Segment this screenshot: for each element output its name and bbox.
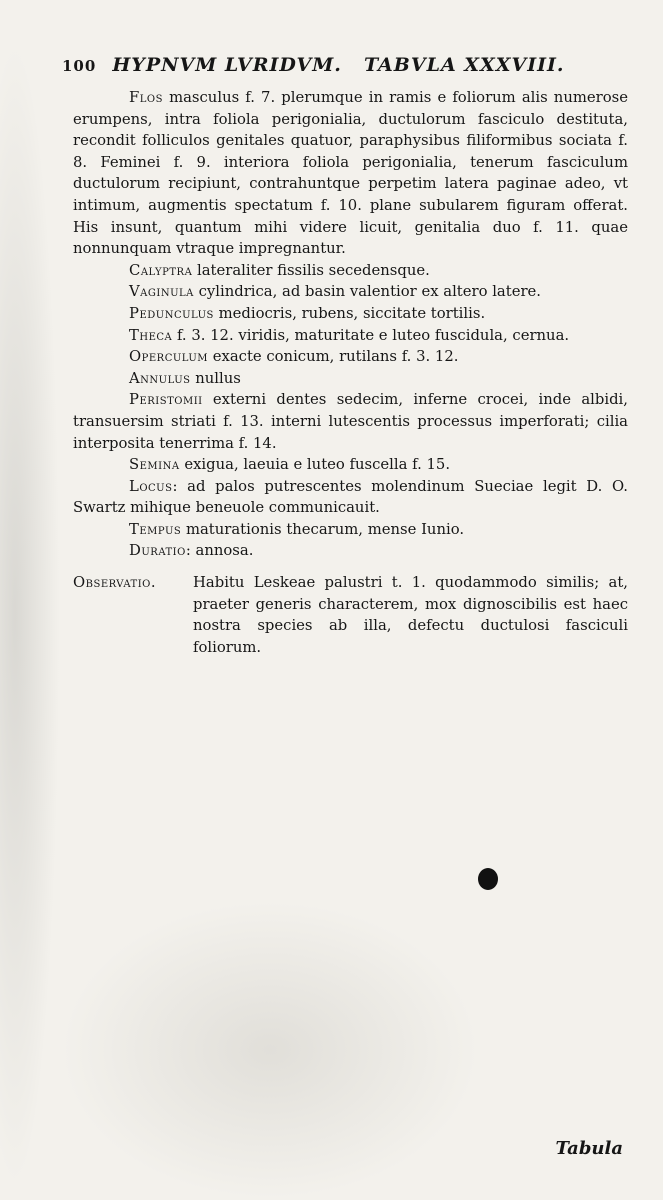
- entry-label: Vaginula: [129, 283, 194, 301]
- entry-peristomii: [73, 389, 628, 454]
- entry-annulus: [73, 368, 628, 390]
- entry-label: Annulus: [129, 369, 191, 387]
- entry-locus: [73, 476, 628, 519]
- observatio-block: [73, 572, 628, 658]
- entry-text: mediocris, rubens, siccitate tortilis.: [213, 304, 486, 322]
- entry-text: maturationis thecarum, mense Iunio.: [181, 520, 465, 538]
- entry-text: exacte conicum, rutilans f. 3. 12.: [208, 348, 459, 366]
- entry-semina: [73, 454, 628, 476]
- entry-text: f. 3. 12. viridis, maturitate e luteo fuscidula, cernua.: [172, 326, 570, 344]
- entry-text: nullus: [190, 369, 241, 387]
- entry-operculum: [73, 346, 628, 368]
- text-body: [73, 87, 628, 658]
- entry-text: lateraliter fissilis secedensque.: [192, 261, 430, 279]
- entry-text: : ad palos putrescentes molendinum Sueciae legit D. O. Swartz mihique beneuole communicauit.: [73, 477, 628, 517]
- show-through-reverse-text: [70, 790, 630, 1180]
- entry-text: cylindrica, ad basin valentior ex altero latere.: [193, 283, 541, 301]
- entry-label: Calyptra: [129, 261, 193, 279]
- intro-paragraph: [73, 87, 628, 260]
- entry-label: Duratio: [129, 542, 186, 560]
- catchword: Tabula: [555, 1138, 623, 1159]
- header-plate: TABVLA XXXVIII.: [363, 54, 565, 76]
- entry-label: Semina: [129, 456, 180, 474]
- running-header: [62, 54, 582, 76]
- intro-text: masculus f. 7. plerumque in ramis e foliorum alis numerose erumpens, intra foliola perigonialia, ductulorum fasciculo destituta, recondit folliculos genitales quatuor, paraphysibus filiformibus sociata f. 8. Feminei f. 9. interiora foliola perigonialia, tenerum fasciculum ductulorum recipiunt, contrahuntque perpetim latera paginae adeo, vt intimum, augmentis spectatum f. 10. plane subularem figuram offerat. His insunt, quantum mihi videre licuit, genitalia duo f. 11. quae nonnunquam vtraque impregnantur.: [73, 89, 628, 258]
- entry-label: Peristomii: [129, 391, 203, 409]
- header-title: HYPNVM LVRIDVM.: [112, 54, 342, 76]
- entry-calyptra: [73, 260, 628, 282]
- entry-label: Locus: [129, 477, 173, 495]
- entry-label: Operculum: [129, 348, 209, 366]
- entry-vaginula: [73, 281, 628, 303]
- entry-label: Tempus: [129, 520, 182, 538]
- entry-label: Pedunculus: [129, 304, 214, 322]
- entry-text: exigua, laeuia e luteo fuscella f. 15.: [179, 456, 451, 474]
- entry-duratio: [73, 540, 628, 562]
- page-number: 100: [62, 57, 97, 75]
- observatio-text: Habitu Leskeae palustri t. 1. quodammodo similis; at, praeter generis characterem, mox dignoscibilis est haec nostra species ab illa, defectu ductulosi fasciculi foliorum.: [193, 574, 628, 656]
- entry-label: Theca: [129, 326, 173, 344]
- entry-text: : annosa.: [185, 542, 254, 560]
- stain-left: [0, 40, 60, 1190]
- entry-pedunculus: [73, 303, 628, 325]
- observatio-label: Observatio.: [73, 574, 157, 592]
- entry-theca: [73, 325, 628, 347]
- intro-lead: Flos: [129, 89, 163, 106]
- entry-text: externi dentes sedecim, inferne crocei, inde albidi, transuersim striati f. 13. interni lutescentis processus imperforati; cilia interposita tenerrima f. 14.: [73, 391, 628, 452]
- entry-tempus: [73, 519, 628, 541]
